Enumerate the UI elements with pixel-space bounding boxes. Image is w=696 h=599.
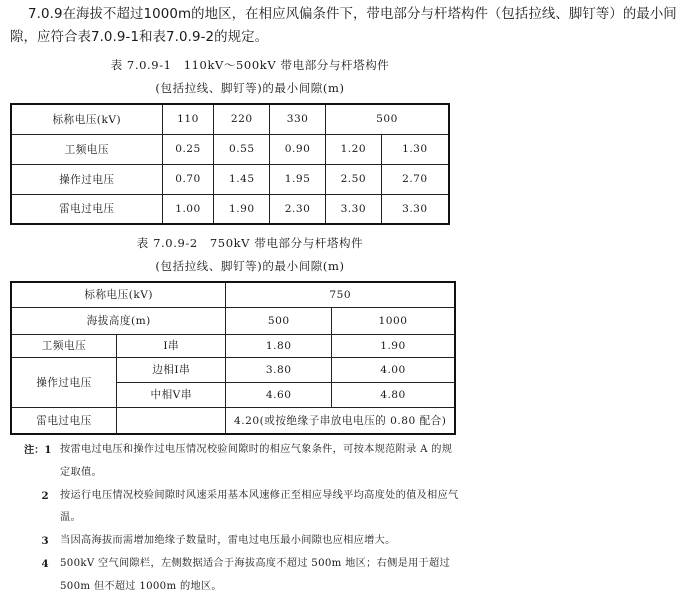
row-sublabel: Ⅰ串 <box>116 334 225 357</box>
table-cell: 2.30 <box>270 194 326 224</box>
note-number: 2 <box>41 489 49 502</box>
note-number: 注：1 <box>24 444 52 456</box>
note-number: 3 <box>41 535 49 548</box>
table-cell: 3.30 <box>325 194 381 224</box>
altitude-value: 1000 <box>332 307 456 334</box>
table-row <box>11 164 449 194</box>
table-row <box>11 104 449 134</box>
row-label: 操作过电压 <box>11 164 162 194</box>
table-cell: 1.00 <box>162 194 214 224</box>
row-label: 雷电过电压 <box>11 194 162 224</box>
row-label: 操作过电压 <box>11 357 116 407</box>
row-label: 工频电压 <box>11 334 116 357</box>
table-cell: 1.90 <box>332 334 456 357</box>
table-cell: 3.30 <box>381 194 449 224</box>
table-cell: 2.70 <box>381 164 449 194</box>
table-row <box>11 407 455 434</box>
note-text: 按运行电压情况校验间隙时风速采用基本风速修正至相应导线平均高度处的值及相应气温。 <box>60 489 459 524</box>
note-text: 500kV 空气间隙栏，左侧数据适合于海拔高度不超过 500m 地区；右侧是用于超过 500m 但不超过 1000m 的地区。 <box>60 557 451 592</box>
table2-caption-line2: (包括拉线、脚钉等)的最小间隙(m) <box>155 259 345 273</box>
table-cell: 1.90 <box>214 194 270 224</box>
note-text: 按雷电过电压和操作过电压情况校验间隙时的相应气象条件，可按本规范附录 A 的规定取值。 <box>60 444 453 478</box>
table-cell: 3.80 <box>226 357 332 382</box>
note-number: 4 <box>41 557 49 570</box>
table1-caption-line2: (包括拉线、脚钉等)的最小间隙(m) <box>155 81 345 95</box>
note-item <box>30 553 460 599</box>
table-cell: 4.20(或按绝缘子串放电电压的 0.80 配合) <box>226 407 455 434</box>
table-row <box>11 334 455 357</box>
table2-caption-line1: 表 7.0.9-2 750kV 带电部分与杆塔构件 <box>136 236 364 250</box>
table-notes <box>24 439 460 599</box>
table-cell: 0.90 <box>270 134 326 164</box>
table-cell: 4.60 <box>226 382 332 407</box>
header-cell: 500 <box>325 104 449 134</box>
altitude-value: 500 <box>226 307 332 334</box>
table-cell: 0.70 <box>162 164 214 194</box>
empty-cell <box>116 407 225 434</box>
table-cell: 4.80 <box>332 382 456 407</box>
intro-paragraph <box>10 3 690 49</box>
intro-text: 7.0.9在海拔不超过1000m的地区，在相应风偏条件下，带电部分与杆塔构件（包括拉线、脚钉等）的最小间隙，应符合表7.0.9-1和表7.0.9-2的规定。 <box>10 7 677 45</box>
table-row <box>11 134 449 164</box>
voltage-label: 标称电压(kV) <box>11 282 226 307</box>
table-cell: 1.30 <box>381 134 449 164</box>
row-label: 雷电过电压 <box>11 407 116 434</box>
table-cell: 0.55 <box>214 134 270 164</box>
table-cell: 1.80 <box>226 334 332 357</box>
note-item <box>24 439 460 485</box>
table-cell: 2.50 <box>325 164 381 194</box>
table-row <box>11 307 455 334</box>
clearance-table-750kv <box>10 281 456 435</box>
table-row <box>11 194 449 224</box>
table-cell: 4.00 <box>332 357 456 382</box>
header-cell: 110 <box>162 104 214 134</box>
table-cell: 1.95 <box>270 164 326 194</box>
row-label: 工频电压 <box>11 134 162 164</box>
voltage-value: 750 <box>226 282 455 307</box>
row-sublabel: 中相Ⅴ串 <box>116 382 225 407</box>
table-row <box>11 282 455 307</box>
table-cell: 1.45 <box>214 164 270 194</box>
note-item <box>30 530 460 553</box>
altitude-label: 海拔高度(m) <box>11 307 226 334</box>
row-sublabel: 边相Ⅰ串 <box>116 357 225 382</box>
table1-caption-line1: 表 7.0.9-1 110kV～500kV 带电部分与杆塔构件 <box>110 58 390 72</box>
table-cell: 1.20 <box>325 134 381 164</box>
header-cell: 330 <box>270 104 326 134</box>
clearance-table-110-500kv <box>10 103 450 225</box>
note-text: 当因高海拔而需增加绝缘子数量时，雷电过电压最小间隙也应相应增大。 <box>60 535 396 547</box>
note-item <box>30 485 460 531</box>
table-cell: 0.25 <box>162 134 214 164</box>
table-row <box>11 357 455 382</box>
header-cell: 标称电压(kV) <box>11 104 162 134</box>
header-cell: 220 <box>214 104 270 134</box>
